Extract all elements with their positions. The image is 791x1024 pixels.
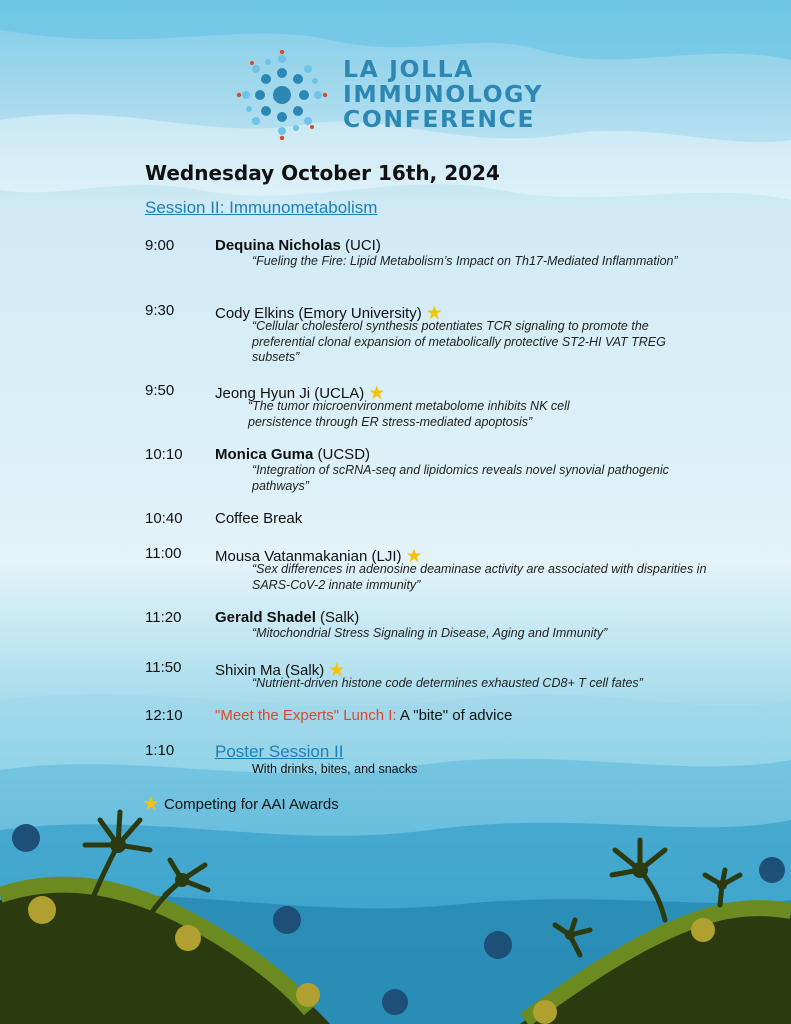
legend-text: Competing for AAI Awards [163, 796, 339, 813]
session-link[interactable]: Session II: Immunometabolism [145, 198, 378, 217]
speaker-name: Cody Elkins (Emory University) [215, 305, 422, 322]
speaker-name: Gerald Shadel [215, 609, 316, 626]
speaker [215, 609, 359, 626]
page-title: Wednesday October 16th, 2024 [145, 161, 500, 185]
talk-title: “Sex differences in adenosine deaminase activity are associated with disparities in SARS-CoV-2 innate immunity” [252, 562, 707, 592]
award-star-icon: ★ [328, 660, 346, 681]
lunch-subtitle: A "bite" of advice [396, 707, 513, 724]
speaker-name: Shixin Ma (Salk) [215, 662, 325, 679]
logo-line-2: IMMUNOLOGY [343, 80, 544, 108]
talk-title: “Integration of scRNA-seq and lipidomics reveals novel synovial pathogenic pathways” [252, 463, 669, 493]
item-time: 10:40 [145, 510, 183, 527]
conference-logo-text [343, 57, 543, 132]
talk-title: “Mitochondrial Stress Signaling in Disease, Aging and Immunity” [252, 626, 608, 640]
item-time: 9:50 [145, 382, 175, 399]
talk-title: “Nutrient-driven histone code determines exhausted CD8+ T cell fates” [252, 676, 643, 690]
item-time: 9:00 [145, 237, 175, 254]
speaker-name: Dequina Nicholas [215, 237, 341, 254]
award-star-icon: ★ [425, 303, 443, 324]
speaker [215, 742, 344, 762]
lunch-highlight: "Meet the Experts" Lunch I: [215, 707, 397, 724]
speaker-affiliation: (Salk) [315, 609, 360, 626]
talk-title: “Fueling the Fire: Lipid Metabolism’s Impact on Th17-Mediated Inflammation” [252, 254, 678, 268]
award-star-icon: ★ [405, 546, 423, 567]
conference-logo-icon [236, 50, 328, 140]
talk-title: “Cellular cholesterol synthesis potentiates TCR signaling to promote the preferential clonal expansion of metabolically protective ST2-HI VAT TREG subsets” [252, 319, 666, 364]
logo-line-1: LA JOLLA [343, 55, 474, 83]
item-time: 11:20 [145, 609, 182, 626]
speaker-name: Jeong Hyun Ji (UCLA) [215, 385, 365, 402]
award-legend [142, 791, 339, 816]
speaker-name: Monica Guma [215, 446, 314, 463]
talk-title: “The tumor microenvironment metabolome inhibits NK cell persistence through ER stress-mediated apoptosis” [248, 399, 570, 429]
speaker-name: Mousa Vatanmakanian (LJI) [215, 548, 402, 565]
item-time: 1:10 [145, 742, 175, 759]
logo-line-3: CONFERENCE [343, 105, 536, 133]
lunch-label [215, 707, 512, 724]
item-time: 9:30 [145, 302, 175, 319]
speaker [215, 237, 381, 254]
break-label: Coffee Break [215, 510, 303, 527]
item-time: 10:10 [145, 446, 183, 463]
speaker-affiliation: (UCI) [340, 237, 381, 254]
item-time: 11:00 [145, 545, 182, 562]
poster-note: With drinks, bites, and snacks [252, 762, 418, 776]
poster-session-link[interactable]: Poster Session II [215, 742, 344, 761]
award-star-icon: ★ [142, 793, 160, 815]
speaker [215, 446, 370, 463]
item-time: 12:10 [145, 707, 183, 724]
item-time: 11:50 [145, 659, 182, 676]
speaker-affiliation: (UCSD) [313, 446, 371, 463]
award-star-icon: ★ [368, 383, 386, 404]
